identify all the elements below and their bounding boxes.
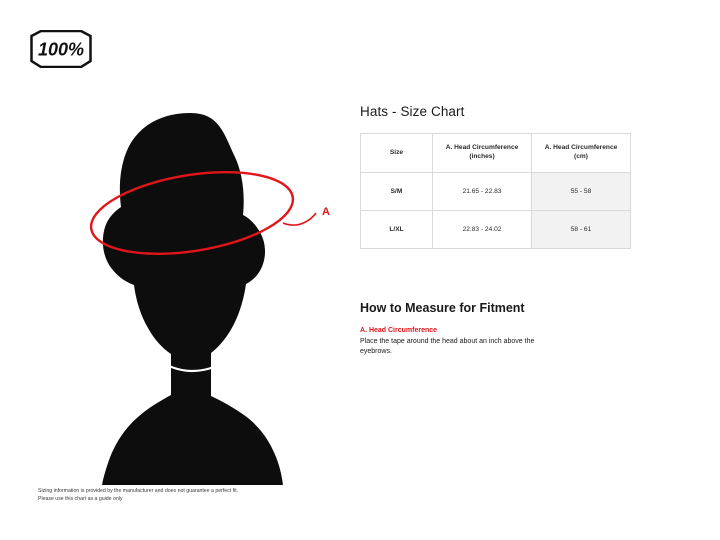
table-row [361, 211, 631, 249]
svg-text:100%: 100% [37, 39, 85, 60]
disclaimer-line-1: Sizing information is provided by the manufacturer and does not guarantee a perfect fit. [38, 488, 239, 494]
head-silhouette-illustration [40, 95, 340, 485]
cell-size: L/XL [361, 211, 433, 249]
callout-leader-line [283, 213, 316, 225]
disclaimer-line-2: Please use this chart as a guide only [38, 496, 123, 503]
size-chart-panel [360, 104, 690, 357]
column-header-cm [532, 134, 631, 173]
fitment-item-text: Place the tape around the head about an inch above the eyebrows. [360, 338, 535, 356]
column-header-size [361, 134, 433, 173]
disclaimer-footer [38, 487, 438, 504]
column-header-inches [433, 134, 532, 173]
brand-logo [30, 30, 92, 68]
fitment-section [360, 301, 690, 357]
column-header-cm-line2: (cm) [574, 153, 588, 160]
fitment-item-label: A. Head Circumference [360, 327, 438, 334]
column-header-inches-line2: (inches) [469, 153, 495, 160]
size-chart-table [360, 133, 631, 249]
fitment-title: How to Measure for Fitment [360, 301, 525, 315]
cell-cm: 58 - 61 [532, 211, 631, 249]
cell-inches: 22.83 - 24.02 [433, 211, 532, 249]
column-header-cm-line1: A. Head Circumference [544, 144, 618, 152]
callout-letter-a: A [322, 206, 330, 218]
table-header-row [361, 134, 631, 173]
column-header-size-line1: Size [389, 148, 404, 156]
cell-size: S/M [361, 173, 433, 211]
head-shape [102, 113, 283, 485]
table-row [361, 173, 631, 211]
cell-cm: 55 - 58 [532, 173, 631, 211]
cell-inches: 21.65 - 22.83 [433, 173, 532, 211]
column-header-inches-line1: A. Head Circumference [445, 144, 519, 152]
page-title: Hats - Size Chart [360, 104, 465, 119]
